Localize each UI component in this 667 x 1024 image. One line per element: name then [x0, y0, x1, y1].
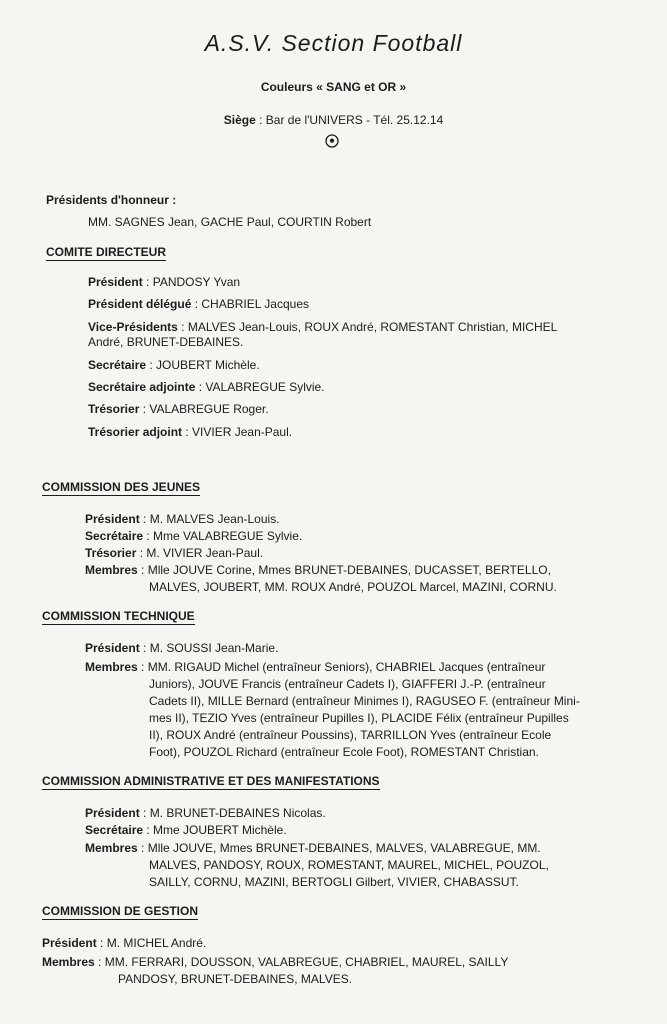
- club-headquarters: [0, 113, 667, 127]
- comite-president: Président : PANDOSY Yvan: [88, 275, 241, 289]
- honorary-presidents-label: Présidents d'honneur :: [46, 193, 177, 207]
- football-icon: [325, 134, 339, 148]
- jeunes-membres-cont: MALVES, JOUBERT, MM. ROUX André, POUZOL Marcel, MAZINI, CORNU.: [149, 580, 557, 594]
- gestion-membres-2: PANDOSY, BRUNET-DEBAINES, MALVES.: [118, 972, 353, 986]
- comite-vice-presidents-cont: André, BRUNET-DEBAINES.: [88, 335, 244, 349]
- gestion-president: Président : M. MICHEL André.: [42, 936, 207, 950]
- jeunes-membres: Membres : Mlle JOUVE Corine, Mmes BRUNET-DEBAINES, DUCASSET, BERTELLO,: [85, 563, 551, 577]
- technique-membres-2: Juniors), JOUVE Francis (entraîneur Cadets I), GIAFFERI J.-P. (entraîneur: [149, 677, 546, 691]
- comite-secretaire: Secrétaire : JOUBERT Michèle.: [88, 358, 260, 372]
- commission-technique-heading: COMMISSION TECHNIQUE: [42, 609, 195, 623]
- comite-directeur-heading: COMITE DIRECTEUR: [46, 245, 166, 259]
- club-colors: Couleurs « SANG et OR »: [260, 80, 407, 94]
- page-title: A.S.V. Section Football: [204, 30, 463, 56]
- commission-gestion-heading: COMMISSION DE GESTION: [42, 904, 199, 918]
- technique-membres-6: Foot), POUZOL Richard (entraîneur Ecole Foot), ROMESTANT Christian.: [149, 745, 539, 759]
- gestion-membres: Membres : MM. FERRARI, DOUSSON, VALABREGUE, CHABRIEL, MAUREL, SAILLY: [42, 955, 509, 969]
- administrative-membres-2: MALVES, PANDOSY, ROUX, ROMESTANT, MAUREL, MICHEL, POUZOL,: [149, 858, 549, 872]
- jeunes-tresorier: Trésorier : M. VIVIER Jean-Paul.: [85, 546, 264, 560]
- comite-vice-presidents: Vice-Présidents : MALVES Jean-Louis, ROUX André, ROMESTANT Christian, MICHEL: [88, 320, 558, 334]
- technique-membres-5: II), ROUX André (entraîneur Poussins), TARRILLON Yves (entraîneur Ecole: [149, 728, 552, 742]
- administrative-secretaire: Secrétaire : Mme JOUBERT Michèle.: [85, 823, 287, 837]
- administrative-president: Président : M. BRUNET-DEBAINES Nicolas.: [85, 806, 326, 820]
- commission-jeunes-heading: COMMISSION DES JEUNES: [42, 480, 201, 494]
- technique-membres: Membres : MM. RIGAUD Michel (entraîneur Seniors), CHABRIEL Jacques (entraîneur: [85, 660, 546, 674]
- comite-tresorier-adjoint: Trésorier adjoint : VIVIER Jean-Paul.: [88, 425, 293, 439]
- siege-label: Siège: [223, 113, 256, 127]
- jeunes-president: Président : M. MALVES Jean-Louis.: [85, 512, 280, 526]
- commission-administrative-heading: COMMISSION ADMINISTRATIVE ET DES MANIFESTATIONS: [42, 774, 380, 788]
- administrative-membres-3: SAILLY, CORNU, MAZINI, BERTOGLI Gilbert, VIVIER, CHABASSUT.: [149, 875, 519, 889]
- technique-president: Président : M. SOUSSI Jean-Marie.: [85, 641, 279, 655]
- comite-secretaire-adjointe: Secrétaire adjointe : VALABREGUE Sylvie.: [88, 380, 325, 394]
- jeunes-secretaire: Secrétaire : Mme VALABREGUE Sylvie.: [85, 529, 303, 543]
- technique-membres-3: Cadets II), MILLE Bernard (entraîneur Minimes I), RAGUSEO F. (entraîneur Mini-: [149, 694, 580, 708]
- comite-president-delegue: Président délégué : CHABRIEL Jacques: [88, 297, 309, 311]
- honorary-presidents-names: MM. SAGNES Jean, GACHE Paul, COURTIN Robert: [88, 215, 372, 229]
- technique-membres-4: mes II), TEZIO Yves (entraîneur Pupilles I), PLACIDE Félix (entraîneur Pupilles: [149, 711, 569, 725]
- administrative-membres: Membres : Mlle JOUVE, Mmes BRUNET-DEBAINES, MALVES, VALABREGUE, MM.: [85, 841, 541, 855]
- comite-tresorier: Trésorier : VALABREGUE Roger.: [88, 402, 269, 416]
- siege-value: : Bar de l'UNIVERS - Tél. 25.12.14: [259, 113, 444, 127]
